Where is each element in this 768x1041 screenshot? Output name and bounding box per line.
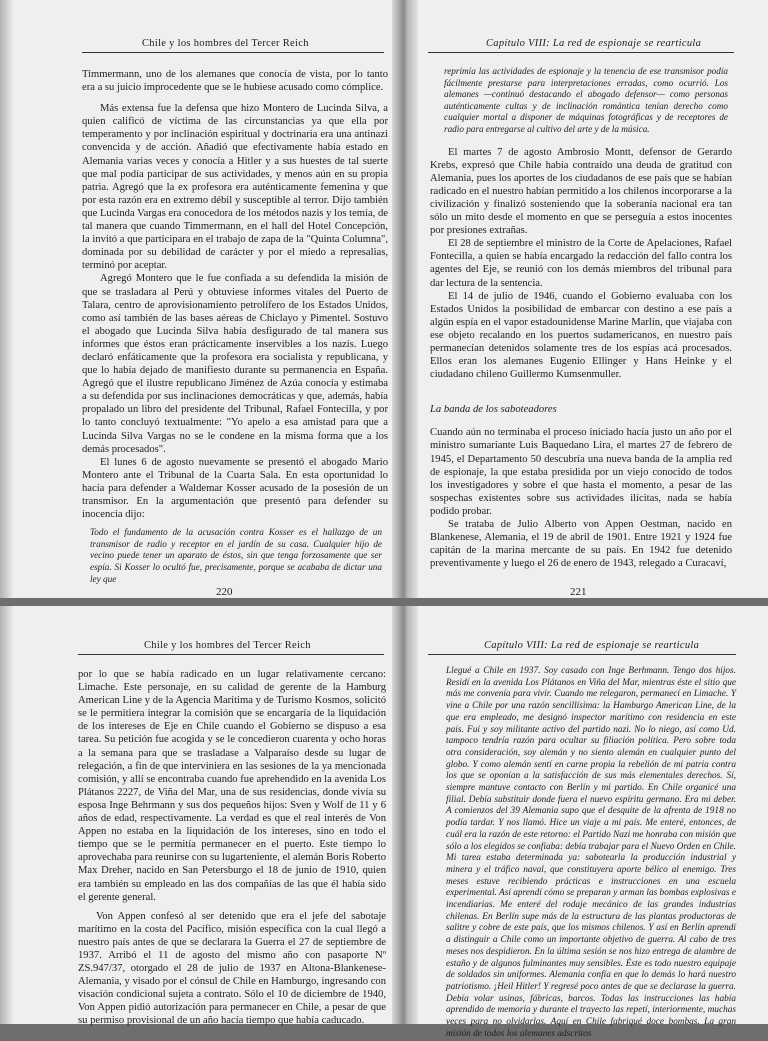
paragraph: El lunes 6 de agosto nuevamente se presentó el abogado Mario Montero ante el Tribunal de la Cuarta Sala. En esta oportunidad lo hacía para defender a Waldemar Kosser acusado de la posesión de un transmisor. En la argumentación que presentó para defender su inocencia dijo: <box>82 456 388 521</box>
page-220 <box>20 0 392 598</box>
block-quote: Llegué a Chile en 1937. Soy casado con Inge Berhmann. Tengo dos hijos. Residí en la avenida Los Plátanos en Viña del Mar, mientras éste el sitio que más me convenía para vivir. Cuando me relegaron, permanecí en Limache. Y vine a Chile por una razón sencillísima: la Hamburgo American Line, de la que era empleado, me designó inspector marítimo con residencia en este país. Fui y soy militante activo del partido nazi. No lo niego, así como Ud. tampoco tendría razón para ocultar su filiación política. Pero sobre toda otra consideración, soy alemán y no siento alemán en cualquier punto del globo. Y como alemán sentí en carne propia la rebelión de mi patria contra los que se oponían a la satisfacción de sus más elementales derechos. Sí, siempre mantuve contacto con Berlín y mi partido. En Chile organicé una filial. Debía substituir donde fuera el nuevo espíritu germano. Era mi deber. A comienzos del 39 Alemania supo que el desquite de la afrenta de 1918 no podía tardar. Y nos llamó. Hice un viaje a mi país. Me enteré, entonces, de cuál era la razón de este retorno: el Partido Nazi me honraba con misión que sólo a los elegidos se confiaba: debía trabajar para el Nuevo Orden en Chile. Mi tarea estaba determinada ya: sabotearla la producción industrial y minera y el tráfico naval, que constituyera aporte bélico al enemigo. Tres meses estuve recibiendo prácticas e instrucciones en una escuela experimental. Así aprendí cómo se preparan y arman las bombas explosivas e incendiarias. Me enteré del rodaje mecánico de las grandes industrias chilenas. En Berlín supe más de la estructura de las plantas productoras de salitre y cobre de este país, que los mismos chilenos. Y así en Berlín aprendí a distinguir a Chile como un importante objetivo de guerra. Al cabo de tres meses nos despidieron. En la última sesión se nos hizo entrega de alambre de estaño y de algunos fulminantes muy sensibles. Éste es todo nuestro equipaje de soldados sin uniformes. Alemania confía en que lo demás lo hará nuestro patriotismo. ¡Heil Hitler! Y regresé poco antes de que se declarase la guerra. Debía volar usinas, fábricas, barcos. Todas las instrucciones las había aprendido de memoria y durante el trayecto las repetí, interiormente, muchas veces para no olvidarlas. Aquí en Chile fabriqué doce bombas. La gran misión de todos los alemanes adscritos <box>446 666 736 1039</box>
header-rule <box>78 654 384 655</box>
paragraph: Cuando aún no terminaba el proceso iniciado hacía justo un año por el ministro sumariante Luis Baquedano Lira, el martes 27 de febrero de 1945, el Departamento 50 descubría una nueva banda de la amplia red de espionaje, la que estaba presidida por un viejo conocido de todos los investigadores y sobre el que hasta el momento, a pesar de las sospechas existentes sobre sus actividades ilícitas, nada se había podido probar. <box>430 427 732 517</box>
page-body <box>78 668 386 1028</box>
header-rule <box>428 52 734 53</box>
paragraph: Timmermann, uno de los alemanes que conocía de vista, por lo tanto era a su juicio improcedente que se le hubiese acusado como cómplice. <box>82 69 388 94</box>
page-body <box>430 66 732 570</box>
page-222 <box>20 606 392 1027</box>
paragraph: por lo que se había radicado en un lugar relativamente cercano: Limache. Este personaje, en su calidad de gerente de la Hamburg American Line y de la Agencia Marítima y de Turismo Kosmos, solicitó se le permitiera integrar la comisión que se encargaría de la liquidación de los intereses de Eje en Chile cuando el Gobierno se dispuso a esa tarea. Su petición fue acogida y se le concedieron cuarenta y ocho horas a la semana para que se trasladase a Valparaíso desde su lugar de relegación, a fin de que interviniera en las sesiones de la ya mencionada comisión, y allí se encontraba cuando fue aprehendido en la avenida Los Plátanos 2227, de Viña del Mar, una de sus residencias, donde vivía su esposa Inge Behrmann y sus dos pequeños hijos: Sven y Wolf de 11 y 6 años de edad, respectivamente. La verdad es que el real interés de Von Appen no estaba en la liquidación de los intereses, sino en todo el tiempo que se le permitía permanecer en el puerto. Este tiempo lo aprovechaba para reunirse con su lugarteniente, el alemán Boris Roberto Max Dreher, nacido en San Petersburgo el 18 de junio de 1910, quien era también su empleado en las dos compañías de las que él había sido el gerente general. <box>78 669 386 903</box>
paragraph: Agregó Montero que le fue confiada a su defendida la misión de que se trasladara al Perú y obtuviese informes vitales del Puerto de Talara, centro de aprovisionamiento petrolífero de los Estados Unidos, como así también de las bases aéreas de Chiclayo y Pimentel. Sostuvo el abogado que Lucinda Silva había desfigurado de tal manera sus informes que éstos eran prácticamente inservibles a los nazis. Luego declaró enfáticamente que la profesora era socialista y republicana, y que lo había dejado de manifiesto durante su permanencia en España. Agregó que el ilustre republicano Jiménez de Azúa conocía y estimaba a su defendida por sus inclinaciones democráticas y que, además, había propalado un libro del presidente del Tribunal, Rafael Fontecilla, y por lo tanto concluyó textualmente: "Yo apelo a esa amistad para que a Lucinda Silva Vargas no se le condene en la misma forma que a los demás procesados". <box>82 273 388 455</box>
paragraph: El 28 de septiembre el ministro de la Corte de Apelaciones, Rafael Fontecilla, a quien se había encargado la redacción del fallo contra los agentes del Eje, se reunió con los demás miembros del tribunal para dar lectura de la sentencia. <box>430 238 732 289</box>
header-rule <box>82 52 384 53</box>
running-head: Capítulo VIII: La red de espionaje se rearticula <box>486 38 702 49</box>
page-223 <box>420 606 768 1039</box>
paragraph: Más extensa fue la defensa que hizo Montero de Lucinda Silva, a quien calificó de víctima de las circunstancias ya que ella por temperamento y por inclinación espiritual y doctrinaria era una antinazi convencida y de acción. Añadió que efectivamente había estado en Alemania varias veces y conocía a Hitler y a sus huestes de tal suerte que mal podía participar de sus actividades, y menos aún en su propia patria. Agregó que la ex profesora era auténticamente femenina y que por esta razón era en extremo débil y susceptible al terror. Dijo también que Lucinda Vargas era conocedora de los métodos nazis y los temía, de tal manera que cuando Timmermann, en el hall del Hotel Concepción, la invitó a que participara en el trabajo de zapa de la "Quinta Columna", dominada por su debilidad de carácter y por el miedo a represalias, terminó por aceptar. <box>82 103 388 272</box>
paragraph: El martes 7 de agosto Ambrosio Montt, defensor de Gerardo Krebs, expresó que Chile había contraído una deuda de gratitud con Alemania, pues los aportes de los ciudadanos de ese país que se habían radicado en el nuestro habían permitido a los chilenos incorporarse a la civilización y finalizó sosteniendo que la soberanía nacional era tan sólo un mito desde el momento en que se perseguía a estos inocentes por presiones extrañas. <box>430 146 732 237</box>
block-quote: Todo el fundamento de la acusación contra Kosser es el hallazgo de un transmisor de radio y receptor en el jardín de su casa. Cualquier hijo de vecino puede tener un aparato de éstos, sin que tenga forzosamente que ser espía. Si Kosser lo ocultó fue, precisamente, porque se acababa de dictar una ley que <box>90 527 382 584</box>
block-quote: reprimía las actividades de espionaje y la tenencia de ese transmisor podía fácilmente prestarse para interpretaciones erradas, como ocurrió. Los alemanes —continuó destacando el abogado defensor— como personas auténticamente cultas y de inclinación romántica tenían derecho como cualquier mortal a disponer de máquinas fotográficas y de receptores de radio para entregarse al cultivo del arte y de la música. <box>444 66 728 134</box>
book-gutter <box>392 0 418 598</box>
running-head: Chile y los hombres del Tercer Reich <box>142 38 309 49</box>
page-body <box>82 68 388 585</box>
book-gutter <box>392 606 418 1024</box>
header-rule <box>428 654 736 655</box>
bottom-spread <box>0 606 768 1039</box>
page-edge-shadow <box>0 606 14 1024</box>
section-heading: La banda de los saboteadores <box>430 404 557 416</box>
running-head: Chile y los hombres del Tercer Reich <box>144 640 311 651</box>
page-number: 221 <box>570 586 587 598</box>
page-221 <box>420 0 768 598</box>
paragraph: El 14 de julio de 1946, cuando el Gobierno evaluaba con los Estados Unidos la posibilidad de embarcar con destino a ese país a algún espía en el vapor estadounidense Marine Marlin, que viajaba con ese objeto recalando en los puertos sudamericanos, en nuestro país permanecían detenidos solamente tres de los espías acá procesados. Ellos eran los alemanes Eugenio Ellinger y Hans Heinke y el ciudadano chileno Guillermo Kumsenmuller. <box>430 290 732 381</box>
paragraph: Von Appen confesó al ser detenido que era el jefe del sabotaje marítimo en la costa del Pacífico, misión específica con la cual llegó a nuestro país antes de que se declarara la Guerra el 27 de septiembre de 1937. Arribó el 11 de agosto del mismo año con pasaporte Nº ZS.947/37, otorgado el 28 de julio de 1937 en Altona-Blankenese-Alemania, y visado por el cónsul de Chile en Hamburgo, ingresando con visación condicional sujeta a contrato. Sólo el 10 de diciembre de 1940, Von Appen pidió autorización para permanecer en Chile, a pesar de que su permiso provisional de un año hacía tiempo que había caducado. <box>78 910 386 1027</box>
page-edge-shadow <box>0 0 14 598</box>
paragraph: Se trataba de Julio Alberto von Appen Oestman, nacido en Blankenese, Alemania, el 19 de abril de 1901. Entre 1921 y 1924 fue capitán de la marina mercante de su país. En 1942 fue detenido preventivamente y luego el 26 de enero de 1943, relegado a Curacaví, <box>430 519 732 570</box>
page-body <box>446 666 736 1041</box>
running-head: Capítulo VIII: La red de espionaje se rearticula <box>484 640 700 651</box>
page-number: 220 <box>216 586 233 598</box>
